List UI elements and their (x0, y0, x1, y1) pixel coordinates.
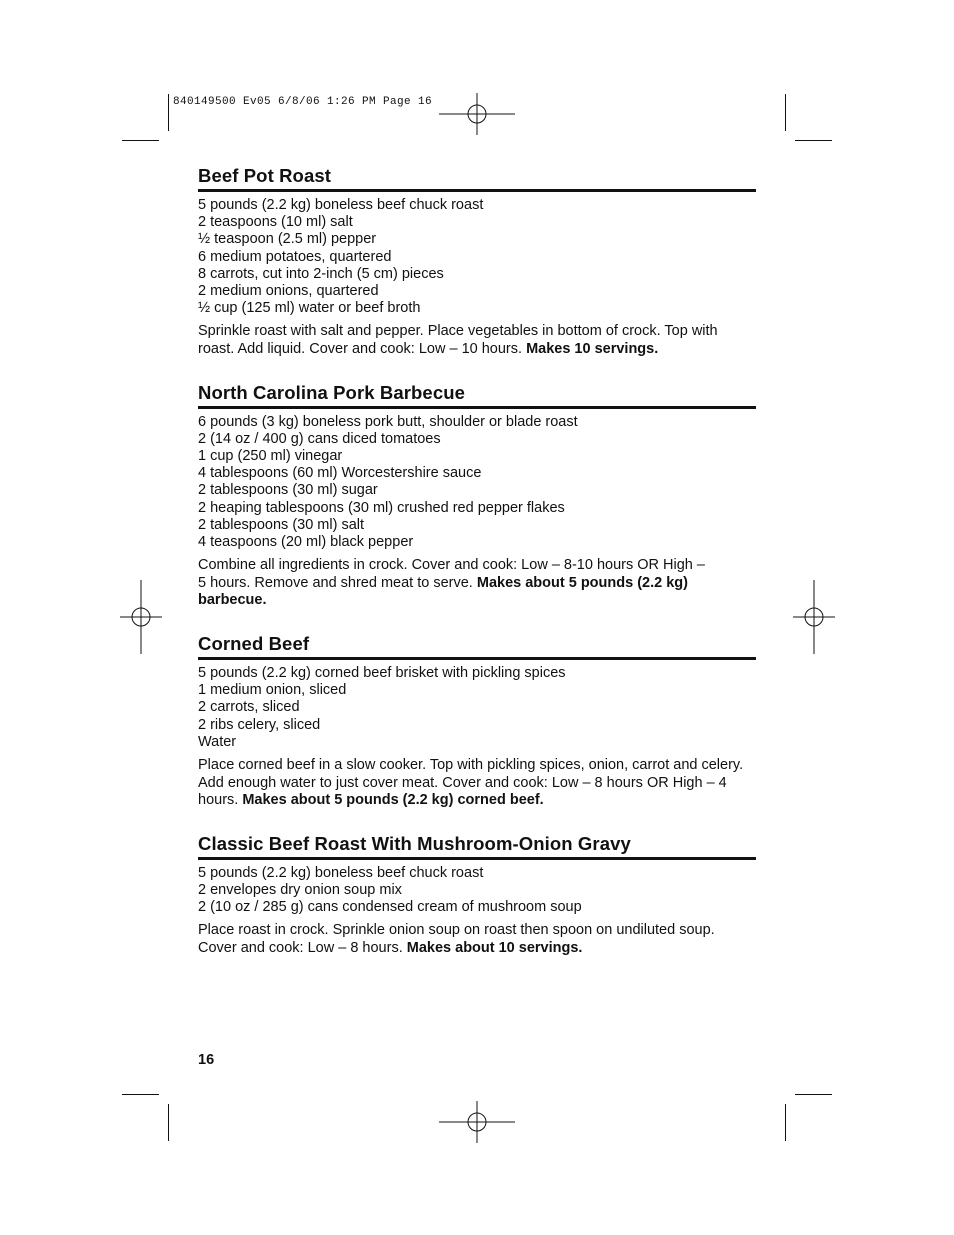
crop-mark (795, 140, 832, 141)
directions-text: Place corned beef in a slow cooker. Top with pickling spices, onion, carrot and celery. Add enough water to just cover meat. Cover and cook: Low – 8 hours OR High – 4 hours. (198, 757, 744, 809)
ingredient: ½ cup (125 ml) water or beef broth (198, 300, 421, 317)
ingredient: Water (198, 733, 237, 750)
directions-text: Sprinkle roast with salt and pepper. Place vegetables in bottom of crock. Top with roast. Add liquid. Cover and cook: Low – 10 hours. (198, 323, 718, 358)
recipe-directions (198, 323, 756, 358)
crop-mark (785, 1104, 786, 1141)
ingredient: 2 ribs celery, sliced (198, 716, 321, 733)
ingredient: 2 heaping tablespoons (30 ml) crushed red pepper flakes (198, 499, 565, 516)
directions-text: Combine all ingredients in crock. Cover and cook: Low – 8-10 hours OR High – 5 hours. Remove and shred meat to serve. (198, 557, 705, 591)
ingredient: 8 carrots, cut into 2-inch (5 cm) pieces (198, 265, 444, 282)
ingredient: 2 teaspoons (10 ml) salt (198, 214, 353, 231)
ingredient: 2 (10 oz / 285 g) cans condensed cream of mushroom soup (198, 899, 582, 916)
directions-text: Place roast in crock. Sprinkle onion soup on roast then spoon on undiluted soup. Cover and cook: Low – 8 hours. (198, 922, 715, 957)
recipe-beef-pot-roast (198, 164, 756, 359)
registration-mark-left (120, 578, 162, 656)
ingredient: 2 tablespoons (30 ml) sugar (198, 482, 378, 499)
ingredient-list (198, 197, 756, 317)
recipe-directions (198, 922, 756, 957)
ingredient: 6 medium potatoes, quartered (198, 248, 392, 265)
recipe-title: North Carolina Pork Barbecue (198, 381, 756, 409)
recipe-directions (198, 557, 708, 610)
printer-slug: 840149500 Ev05 6/8/06 1:26 PM Page 16 (173, 96, 433, 108)
ingredient: 1 medium onion, sliced (198, 682, 347, 699)
ingredient: 4 teaspoons (20 ml) black pepper (198, 534, 414, 551)
recipe-yield: Makes about 5 pounds (2.2 kg) corned beef. (242, 792, 544, 809)
ingredient-list (198, 414, 756, 552)
ingredient: 5 pounds (2.2 kg) boneless beef chuck roast (198, 197, 484, 213)
ingredient: 5 pounds (2.2 kg) corned beef brisket with pickling spices (198, 665, 566, 682)
ingredient: 2 tablespoons (30 ml) salt (198, 516, 365, 533)
ingredient-list (198, 665, 756, 751)
crop-mark (168, 1104, 169, 1141)
recipe-yield: Makes 10 servings. (526, 341, 659, 358)
recipe-corned-beef (198, 632, 756, 810)
ingredient: 2 medium onions, quartered (198, 283, 379, 300)
recipe-north-carolina-pork-barbecue (198, 381, 756, 610)
crop-mark (795, 1094, 832, 1095)
crop-mark (122, 1094, 159, 1095)
recipe-yield: Makes about 10 servings. (406, 940, 583, 957)
ingredient: 6 pounds (3 kg) boneless pork butt, shoulder or blade roast (198, 413, 578, 430)
ingredient-list (198, 865, 756, 917)
recipe-directions (198, 757, 756, 810)
registration-mark-top (437, 93, 517, 135)
registration-mark-right (793, 578, 835, 656)
ingredient: ½ teaspoon (2.5 ml) pepper (198, 231, 377, 248)
recipe-yield: Makes about 5 pounds (2.2 kg) barbecue. (198, 574, 688, 609)
recipe-title: Corned Beef (198, 632, 756, 660)
recipe-title: Beef Pot Roast (198, 164, 756, 192)
crop-mark (168, 94, 169, 131)
ingredient: 2 envelopes dry onion soup mix (198, 882, 402, 899)
crop-mark (122, 140, 159, 141)
recipe-title: Classic Beef Roast With Mushroom-Onion Gravy (198, 832, 756, 860)
crop-mark (785, 94, 786, 131)
ingredient: 4 tablespoons (60 ml) Worcestershire sauce (198, 465, 482, 482)
recipe-classic-beef-roast (198, 832, 756, 958)
recipe-page-content (198, 164, 756, 958)
ingredient: 2 (14 oz / 400 g) cans diced tomatoes (198, 430, 441, 447)
ingredient: 5 pounds (2.2 kg) boneless beef chuck roast (198, 864, 484, 881)
ingredient: 2 carrots, sliced (198, 699, 300, 716)
ingredient: 1 cup (250 ml) vinegar (198, 448, 343, 465)
page-number: 16 (198, 1052, 215, 1068)
registration-mark-bottom (437, 1101, 517, 1143)
